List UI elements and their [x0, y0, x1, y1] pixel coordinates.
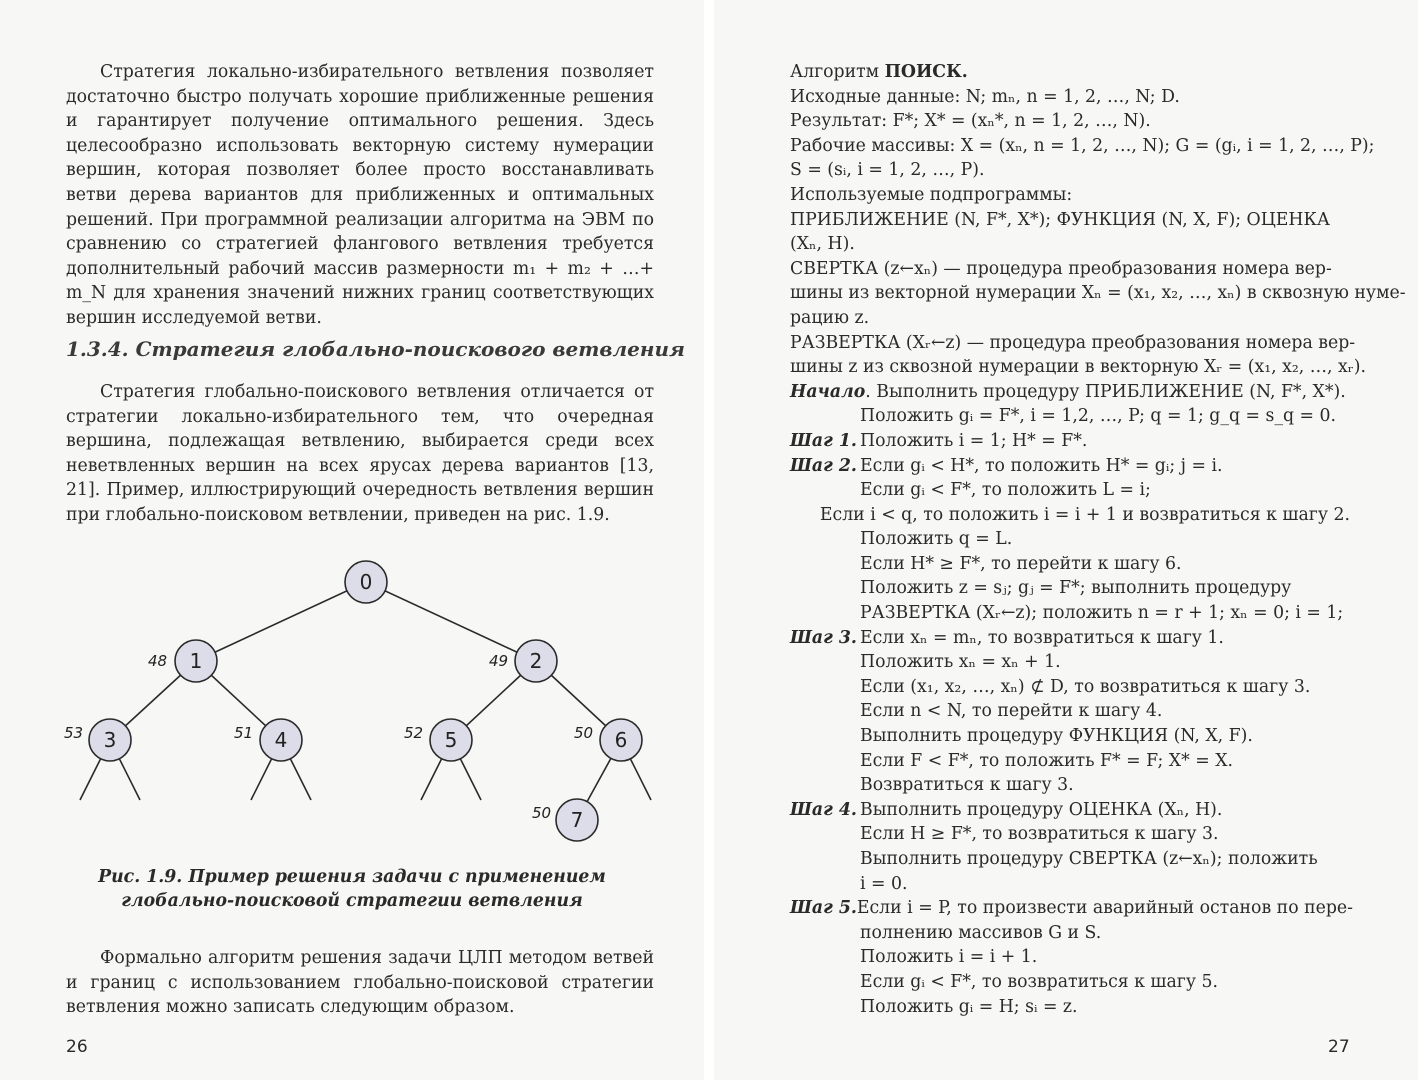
paragraph-formal-algorithm: Формально алгоритм решения задачи ЦЛП методом ветвей и границ с использованием глобально-поисковой стратегии ветвления можно записать следующим образом.: [66, 948, 654, 1018]
step-2-row-6: [790, 576, 1350, 601]
tree-node-bound-5: 52: [404, 724, 424, 742]
step-2-line-1: Если gᵢ < H*, то положить H* = gᵢ; j = i.: [860, 455, 1223, 476]
left-page: [0, 0, 704, 1080]
step-2-row-2: [790, 478, 1350, 503]
step-5-label: Шаг 5.: [790, 898, 857, 919]
paragraph-global-search: Стратегия глобально-поискового ветвления отличается от стратегии локально-избирательного тем, что очередная вершина, подлежащая ветвлению, выбирается среди всех неветвленных вершин на всех ярусах дерева вариантов [13, 21]. Пример, иллюстрирующий очередность ветвления вершин при глобально-поисковом ветвлении, приведен на рис. 1.9.: [66, 382, 654, 525]
razvertka-line-2: шины z из сквозной нумерации в векторную Xᵣ = (x₁, x₂, …, xᵣ).: [790, 357, 1367, 378]
step-3-label: Шаг 3.: [790, 627, 857, 648]
step-2-line-3: Если i < q, то положить i = i + 1 и возвратиться к шагу 2.: [819, 504, 1350, 525]
tree-edge: [366, 582, 536, 661]
tree-node-label-1: 1: [189, 649, 203, 673]
step-3-line-4: Если n < N, то перейти к шагу 4.: [860, 701, 1163, 722]
step-3-row-2: [790, 650, 1350, 675]
tree-node-bound-2: 49: [489, 652, 509, 670]
svertka-line-3: рацию z.: [790, 307, 870, 328]
algorithm-title: [790, 60, 1350, 85]
begin-label: Начало: [790, 381, 866, 402]
step-4-row-4: [790, 872, 1350, 897]
subprogram-list-line-2: (Xₙ, H).: [790, 234, 855, 255]
page-number-right: 27: [1328, 1037, 1350, 1057]
razvertka-line-1: РАЗВЕРТКА (Xᵣ←z) — процедура преобразования номера вер-: [790, 332, 1356, 353]
step-1: [790, 429, 1350, 454]
step-5-line-3: Положить i = i + 1.: [860, 947, 1038, 968]
step-2-line-6: Положить z = sⱼ; gⱼ = F*; выполнить процедуру: [860, 578, 1292, 599]
figure-caption: [62, 865, 642, 913]
subprogram-list-line-1: ПРИБЛИЖЕНИЕ (N, F*, X*); ФУНКЦИЯ (N, X, F); ОЦЕНКА: [790, 209, 1330, 230]
step-4-label: Шаг 4.: [790, 799, 857, 820]
step-4-row-2: [790, 822, 1350, 847]
work-arrays-line-2: S = (sᵢ, i = 1, 2, …, P).: [790, 160, 985, 181]
tree-node-bound-1: 48: [148, 652, 168, 670]
tree-node-label-2: 2: [529, 649, 543, 673]
step-1-label: Шаг 1.: [790, 430, 857, 451]
step-3-row-3: [790, 675, 1350, 700]
step-4-row-3: [790, 847, 1350, 872]
step-3-row-5: [790, 724, 1350, 749]
right-page: [714, 0, 1418, 1080]
step-4-line-4: i = 0.: [860, 873, 908, 894]
step-2-line-7: РАЗВЕРТКА (Xᵣ←z); положить n = r + 1; xₙ = 0; i = 1;: [860, 603, 1344, 624]
algorithm-name: ПОИСК.: [884, 62, 968, 82]
caption-line-1: Рис. 1.9. Пример решения задачи с применением: [98, 867, 606, 887]
begin-continuation: [790, 404, 1350, 429]
tree-node-label-6: 6: [614, 728, 628, 752]
step-2-line-5: Если H* ≥ F*, то перейти к шагу 6.: [860, 553, 1182, 574]
step-5-row-3: [790, 945, 1350, 970]
input-data-line: Исходные данные: N; mₙ, n = 1, 2, …, N; D.: [790, 86, 1180, 107]
tree-node-bound-4: 51: [234, 724, 254, 742]
step-4-line-1: Выполнить процедуру ОЦЕНКА (Xₙ, H).: [860, 799, 1223, 820]
step-5-line-4: Если gᵢ < F*, то возвратиться к шагу 5.: [860, 971, 1219, 992]
tree-node-label-0: 0: [359, 570, 373, 594]
tree-node-label-3: 3: [103, 728, 117, 752]
step-3-line-2: Положить xₙ = xₙ + 1.: [860, 652, 1061, 673]
step-5-row-5: [790, 995, 1350, 1020]
result-line: Результат: F*; X* = (xₙ*, n = 1, 2, …, N).: [790, 111, 1151, 132]
step-3-line-1: Если xₙ = mₙ, то возвратиться к шагу 1.: [860, 627, 1224, 648]
step-4-line-2: Если H ≥ F*, то возвратиться к шагу 3.: [860, 824, 1219, 845]
subprograms-line: Используемые подпрограммы:: [790, 184, 1073, 205]
step-3-line-6: Если F < F*, то положить F* = F; X* = X.: [860, 750, 1233, 771]
step-2-label: Шаг 2.: [790, 455, 857, 476]
tree-edge: [196, 582, 366, 661]
tree-node-bound-6: 50: [574, 724, 594, 742]
work-arrays-line-1: Рабочие массивы: X = (xₙ, n = 1, 2, …, N); G = (gᵢ, i = 1, 2, …, P);: [790, 135, 1375, 156]
step-4: [790, 798, 1350, 823]
svertka-line-1: СВЕРТКА (z←xₙ) — процедура преобразования номера вер-: [790, 258, 1332, 279]
paragraph-local-selective: Стратегия локально-избирательного ветвления позволяет достаточно быстро получать хорошие приближенные решения и гарантирует получение оптимального решения. Здесь целесообразно использовать векторную систему нумерации вершин, которая позволяет более просто восстанавливать ветви дерева вариантов для приближенных и оптимальных решений. При программной реализации алгоритма на ЭВМ по сравнению со стратегией флангового ветвления требуется дополнительный рабочий массив размерности m₁ + m₂ + …+ m_N для хранения значений нижних границ соответствующих вершин исследуемой ветви.: [66, 62, 654, 328]
caption-line-2: глобально-поисковой стратегии ветвления: [121, 891, 583, 911]
step-3-line-3: Если (x₁, x₂, …, xₙ) ⊄ D, то возвратиться к шагу 3.: [860, 676, 1311, 697]
step-2-row-5: [790, 552, 1350, 577]
step-3-row-6: [790, 749, 1350, 774]
step-2: [790, 454, 1350, 479]
step-5-line-5: Положить gᵢ = H; sᵢ = z.: [860, 996, 1078, 1017]
tree-node-label-4: 4: [274, 728, 288, 752]
left-text-block-1: [66, 60, 654, 331]
step-2-line-2: Если gᵢ < F*, то положить L = i;: [860, 480, 1151, 501]
branch-tree-diagram: [60, 548, 670, 848]
step-2-line-4: Положить q = L.: [860, 529, 1013, 550]
step-5-line-2: полнению массивов G и S.: [860, 922, 1102, 943]
step-5-row-4: [790, 970, 1350, 995]
step-3-row-7: [790, 773, 1350, 798]
step-2-row-7: [790, 601, 1350, 626]
step-3-row-4: [790, 699, 1350, 724]
step-3: [790, 626, 1350, 651]
step-5: [790, 896, 1353, 921]
tree-node-bound-3: 53: [64, 724, 84, 742]
tree-node-label-7: 7: [570, 808, 584, 832]
tree-node-bound-7: 50: [532, 804, 552, 822]
algorithm-block: [790, 60, 1406, 1019]
step-4-line-3: Выполнить процедуру СВЕРТКА (z←xₙ); положить: [860, 849, 1318, 869]
page-number-left: 26: [66, 1037, 88, 1057]
step-2-row-3: [790, 503, 1350, 528]
step-3-line-5: Выполнить процедуру ФУНКЦИЯ (N, X, F).: [860, 726, 1253, 747]
algorithm-prefix: Алгоритм: [790, 62, 880, 82]
section-heading: 1.3.4. Стратегия глобально-поискового ветвления: [66, 337, 685, 361]
left-text-block-3: [66, 946, 654, 1020]
step-3-line-7: Возвратиться к шагу 3.: [860, 775, 1074, 796]
step-5-line-1: Если i = P, то произвести аварийный останов по пере-: [856, 898, 1353, 919]
begin-text: . Выполнить процедуру ПРИБЛИЖЕНИЕ (N, F*, X*).: [865, 381, 1346, 402]
begin-cont-text: Положить gᵢ = F*, i = 1,2, …, P; q = 1; g_q = s_q = 0.: [860, 406, 1337, 427]
tree-node-label-5: 5: [444, 728, 458, 752]
step-2-row-4: [790, 527, 1350, 552]
step-1-line-1: Положить i = 1; H* = F*.: [860, 430, 1088, 451]
begin-line: [790, 380, 1350, 405]
step-5-row-2: [790, 921, 1350, 946]
svertka-line-2: шины из векторной нумерации Xₙ = (x₁, x₂, …, xₙ) в сквозную нуме-: [790, 283, 1406, 304]
left-text-block-2: [66, 380, 654, 528]
